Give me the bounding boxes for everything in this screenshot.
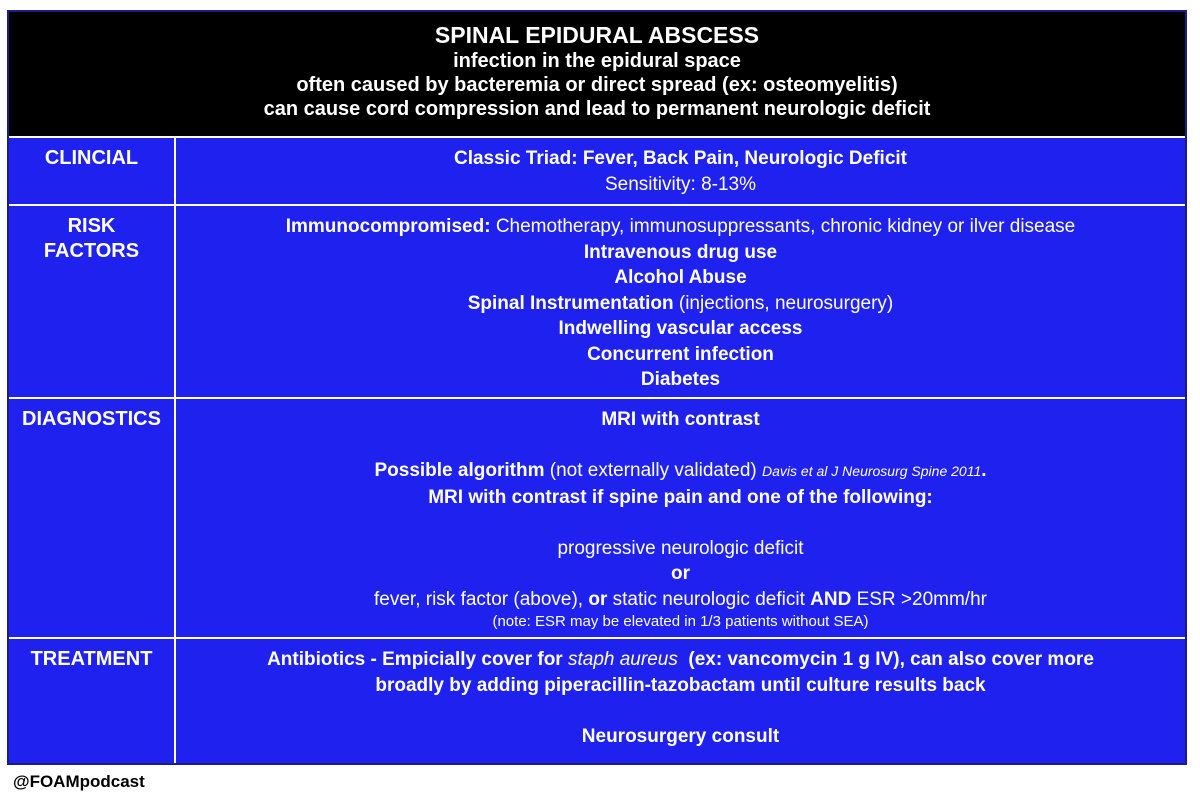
risk-factors-content [176, 206, 1185, 399]
treatment-label: TREATMENT [30, 648, 153, 670]
treatment-row [9, 637, 1185, 763]
risk-diabetes: Diabetes [640, 369, 721, 390]
staph-aureus: staph aureus [567, 649, 678, 670]
risk-immunocompromised: Immunocompromised: Chemotherapy, immunosuppressants, chronic kidney or ilver disease [285, 216, 1076, 237]
diagnostics-label: DIAGNOSTICS [22, 408, 161, 430]
podcast-handle: @FOAMpodcast [13, 772, 145, 791]
or-separator: or [671, 563, 690, 584]
diagnostics-content [176, 399, 1185, 639]
page-title: SPINAL EPIDURAL ABSCESS [434, 22, 760, 48]
criterion-esr: fever, risk factor (above), or static neurologic deficit AND ESR >20mm/hr [374, 588, 987, 610]
complication-line: can cause cord compression and lead to permanent neurologic deficit [263, 98, 931, 120]
treatment-content [176, 639, 1185, 763]
neurosurgery-consult: Neurosurgery consult [581, 725, 780, 747]
risk-vascular-access: Indwelling vascular access [558, 318, 803, 339]
risk-spinal-instrumentation: Spinal Instrumentation (injections, neurosurgery) [467, 292, 894, 314]
diagnostics-row [9, 397, 1185, 639]
risk-factors-label: RISK FACTORS [43, 215, 140, 262]
title-header [9, 12, 1185, 136]
classic-triad: Classic Triad: Fever, Back Pain, Neurologic Deficit [453, 148, 907, 169]
risk-concurrent-infection: Concurrent infection [587, 343, 774, 365]
mri-criteria: MRI with contrast if spine pain and one of the following: [428, 486, 933, 508]
risk-factors-row [9, 204, 1185, 399]
antibiotics-line: Antibiotics - Empicially cover for staph aureus (ex: vancomycin 1 g IV), can also cover more [267, 649, 1094, 670]
risk-alcohol: Alcohol Abuse [614, 267, 747, 288]
risk-iv-drug: Intravenous drug use [583, 241, 778, 263]
antibiotics-broad-coverage: broadly by adding piperacillin-tazobactam until culture results back [375, 674, 986, 696]
clinical-row [9, 136, 1185, 206]
criterion-progressive-deficit: progressive neurologic deficit [557, 537, 804, 559]
algorithm-line: Possible algorithm (not externally validated) Davis et al J Neurosurg Spine 2011. [374, 460, 987, 481]
cause-line: often caused by bacteremia or direct spread (ex: osteomyelitis) [296, 74, 898, 96]
abscess-summary-card [7, 10, 1187, 765]
citation: Davis et al J Neurosurg Spine 2011 [762, 463, 982, 479]
clinical-label: CLINCIAL [44, 147, 139, 169]
esr-note: (note: ESR may be elevated in 1/3 patients without SEA) [492, 613, 869, 630]
mri-with-contrast: MRI with contrast [601, 409, 760, 430]
triad-sensitivity: Sensitivity: 8-13% [604, 173, 756, 195]
definition-line: infection in the epidural space [453, 50, 741, 72]
clinical-content [176, 138, 1185, 206]
